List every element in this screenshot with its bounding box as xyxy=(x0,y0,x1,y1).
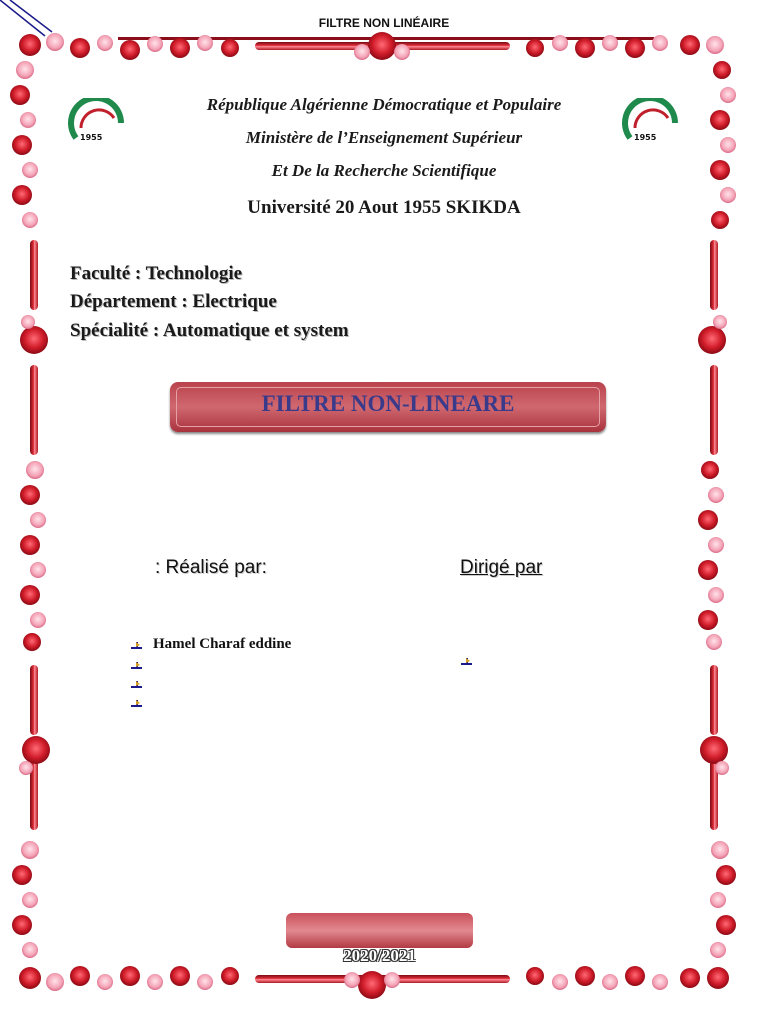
header-title: FILTRE NON LINÉAIRE xyxy=(318,16,450,30)
bullet-icon xyxy=(131,662,142,672)
document-title-box xyxy=(170,382,606,432)
department-line: Département : Electrique xyxy=(70,291,277,312)
bullet-icon xyxy=(131,700,142,710)
academic-year: 2020/2021 xyxy=(343,946,416,965)
bullet-icon xyxy=(461,658,472,668)
faculty-line: Faculté : Technologie xyxy=(70,263,243,284)
member-name: Hamel Charaf eddine xyxy=(153,636,292,652)
realise-par-label: : Réalisé par: xyxy=(155,557,267,578)
dirige-par-label: Dirigé par xyxy=(460,557,543,578)
institution-line-3: Et De la Recherche Scientifique xyxy=(271,161,497,180)
university-name: Université 20 Aout 1955 SKIKDA xyxy=(247,197,521,218)
institution-line-1: République Algérienne Démocratique et Populaire xyxy=(206,95,562,114)
institution-line-2: Ministère de l’Enseignement Supérieur xyxy=(245,128,523,147)
year-box xyxy=(286,913,473,948)
specialty-line: Spécialité : Automatique et system xyxy=(70,320,349,341)
bullet-icon xyxy=(131,642,142,652)
university-logo-left xyxy=(66,98,128,168)
bullet-icon xyxy=(131,681,142,691)
svg-text:1955: 1955 xyxy=(634,133,657,142)
svg-text:1955: 1955 xyxy=(80,133,103,142)
document-title: FILTRE NON-LINEARE xyxy=(261,391,515,416)
